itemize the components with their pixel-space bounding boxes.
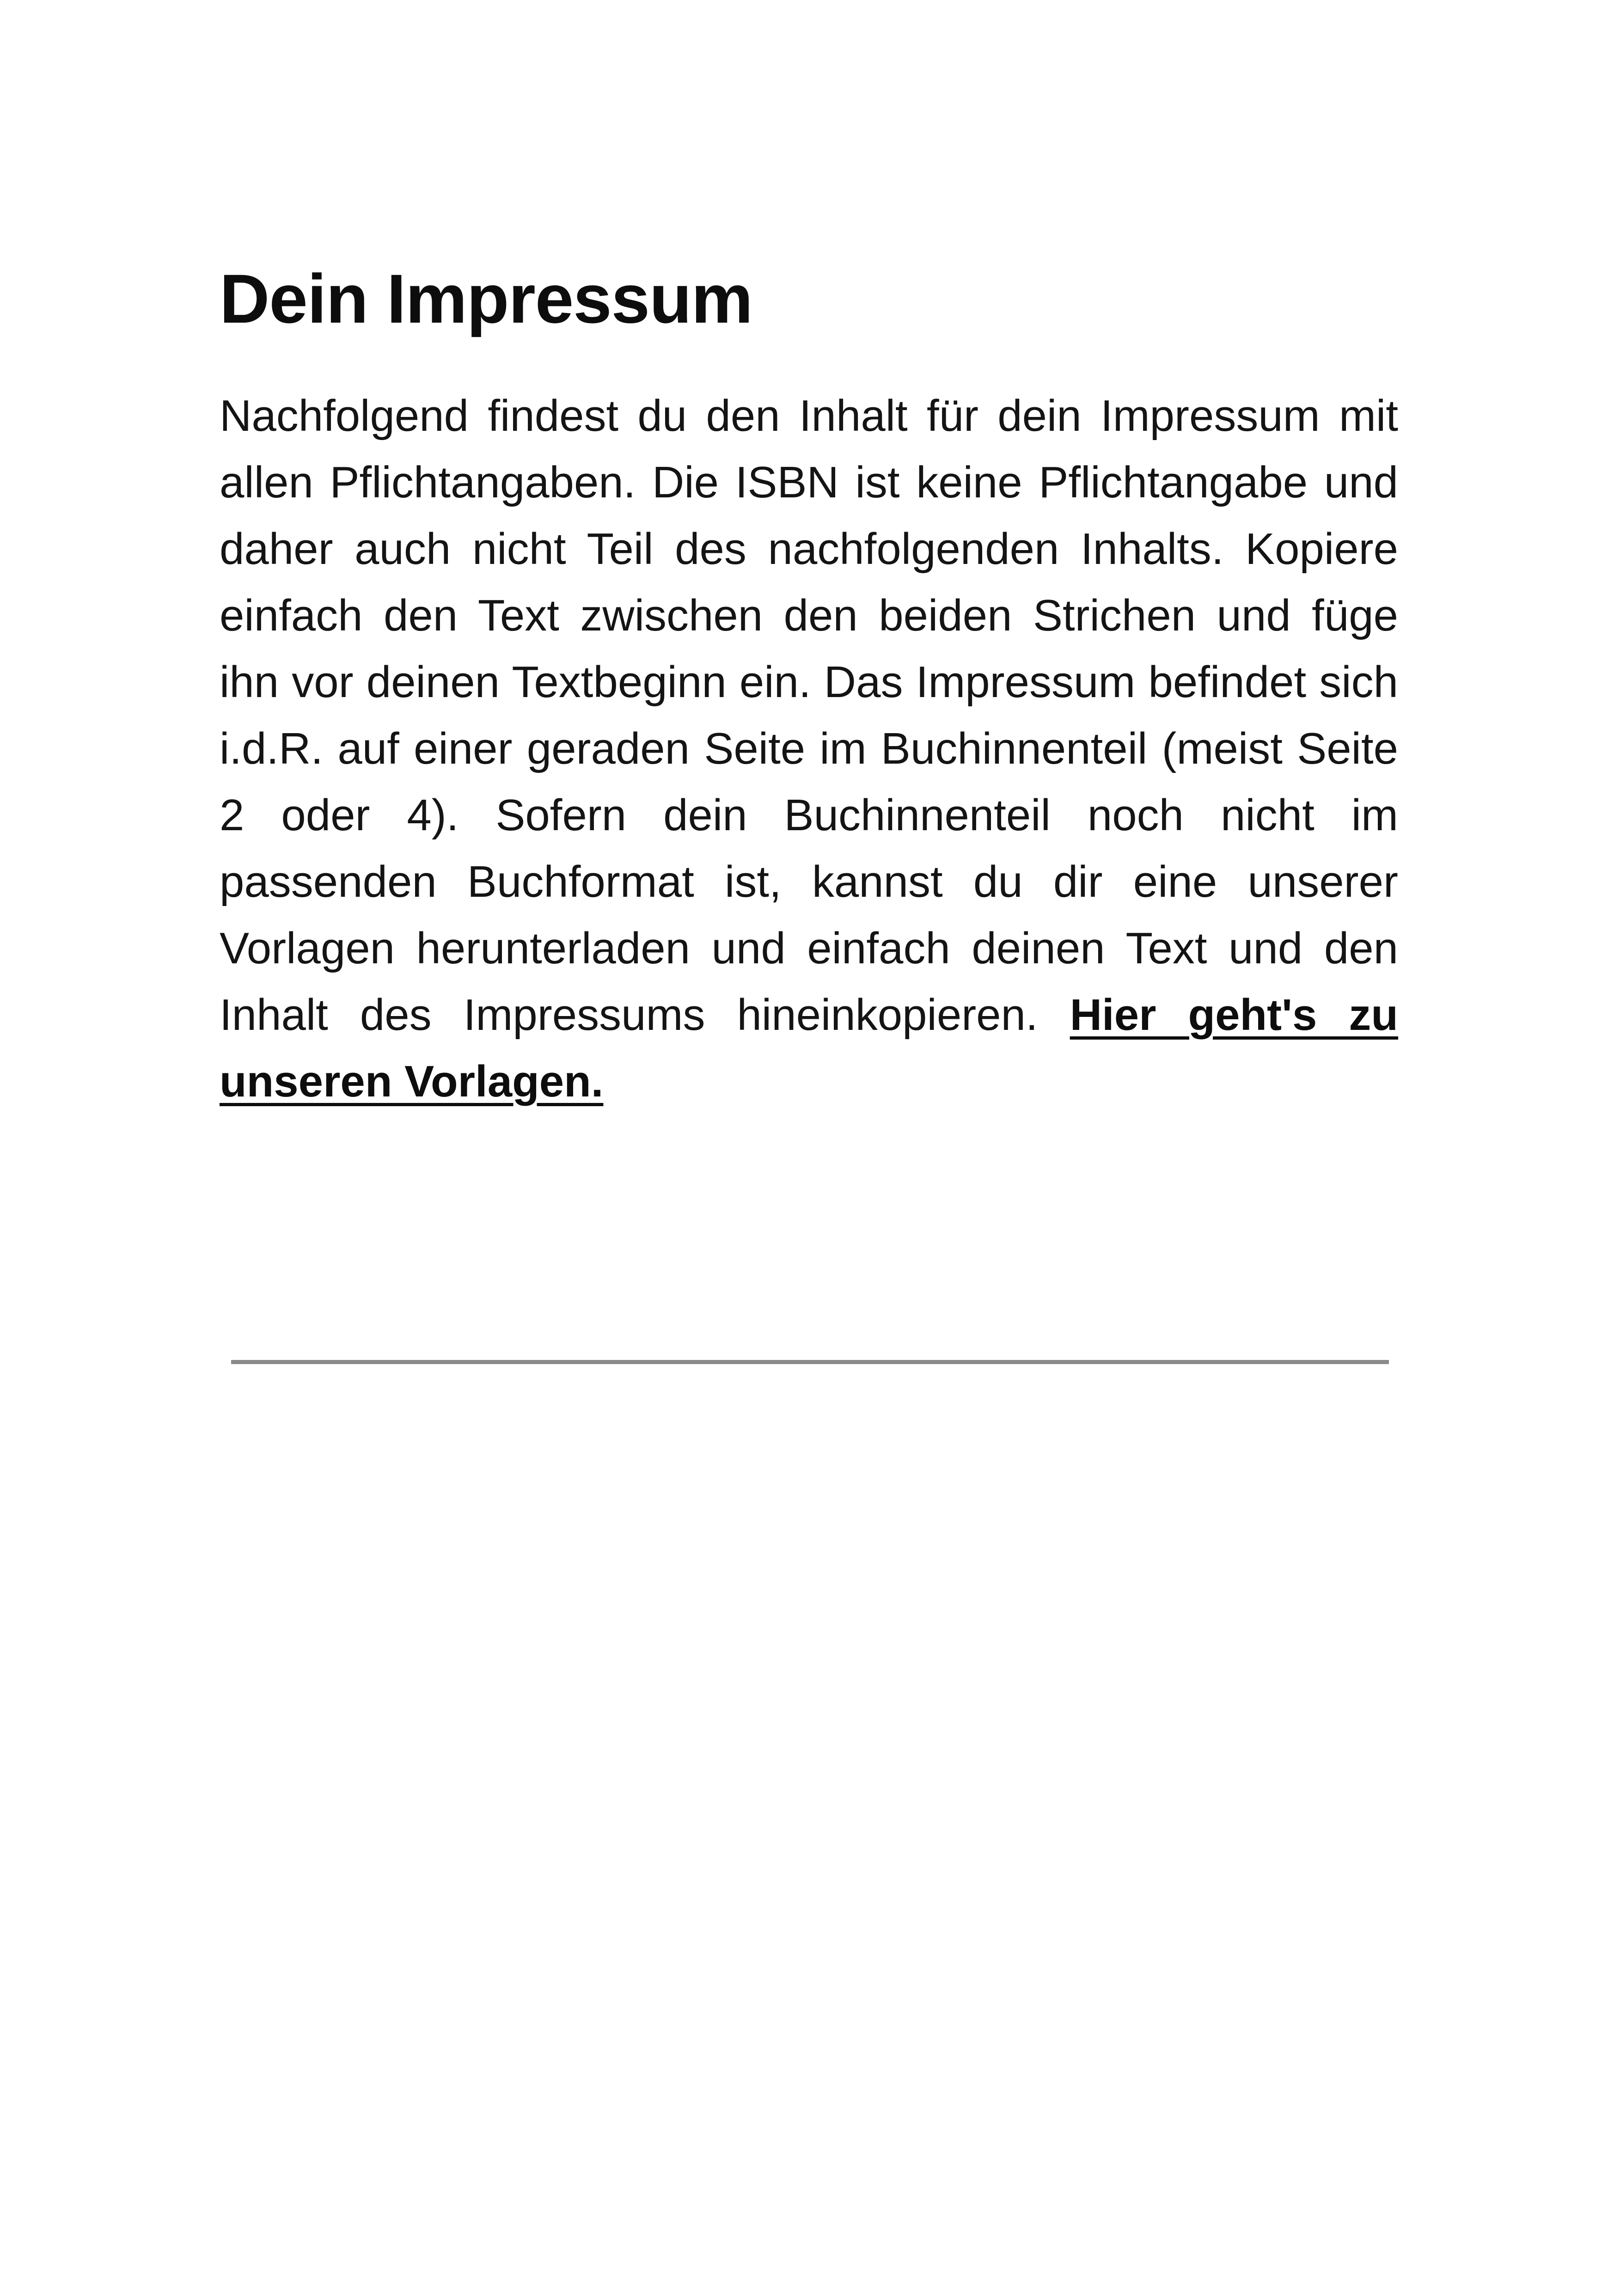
page-title: Dein Impressum [220, 260, 753, 337]
paragraph-text: Nachfolgend findest du den Inhalt für dein Impressum mit allen Pflichtangaben. Die ISBN ist keine Pflichtangabe und daher auch nicht Teil des nachfolgenden Inhalts. Kopiere einfach den Text zwischen den beiden Strichen und füge ihn vor deinen Textbeginn ein. Das Impressum befindet sich i.d.R. auf einer geraden Seite im Buchinnenteil (meist Seite 2 oder 4). Sofern dein Buchinnenteil noch nicht im passenden Buchformat ist, kannst du dir eine unserer Vorlagen herunterladen und einfach deinen Text und den Inhalt des Impressums hineinkopieren. [220, 391, 1398, 1040]
intro-paragraph [220, 383, 1398, 1115]
templates-link[interactable]: Hier geht's zu unseren Vorlagen. [220, 990, 1399, 1106]
divider-line [231, 1360, 1389, 1364]
impressum-section [220, 259, 1398, 1115]
